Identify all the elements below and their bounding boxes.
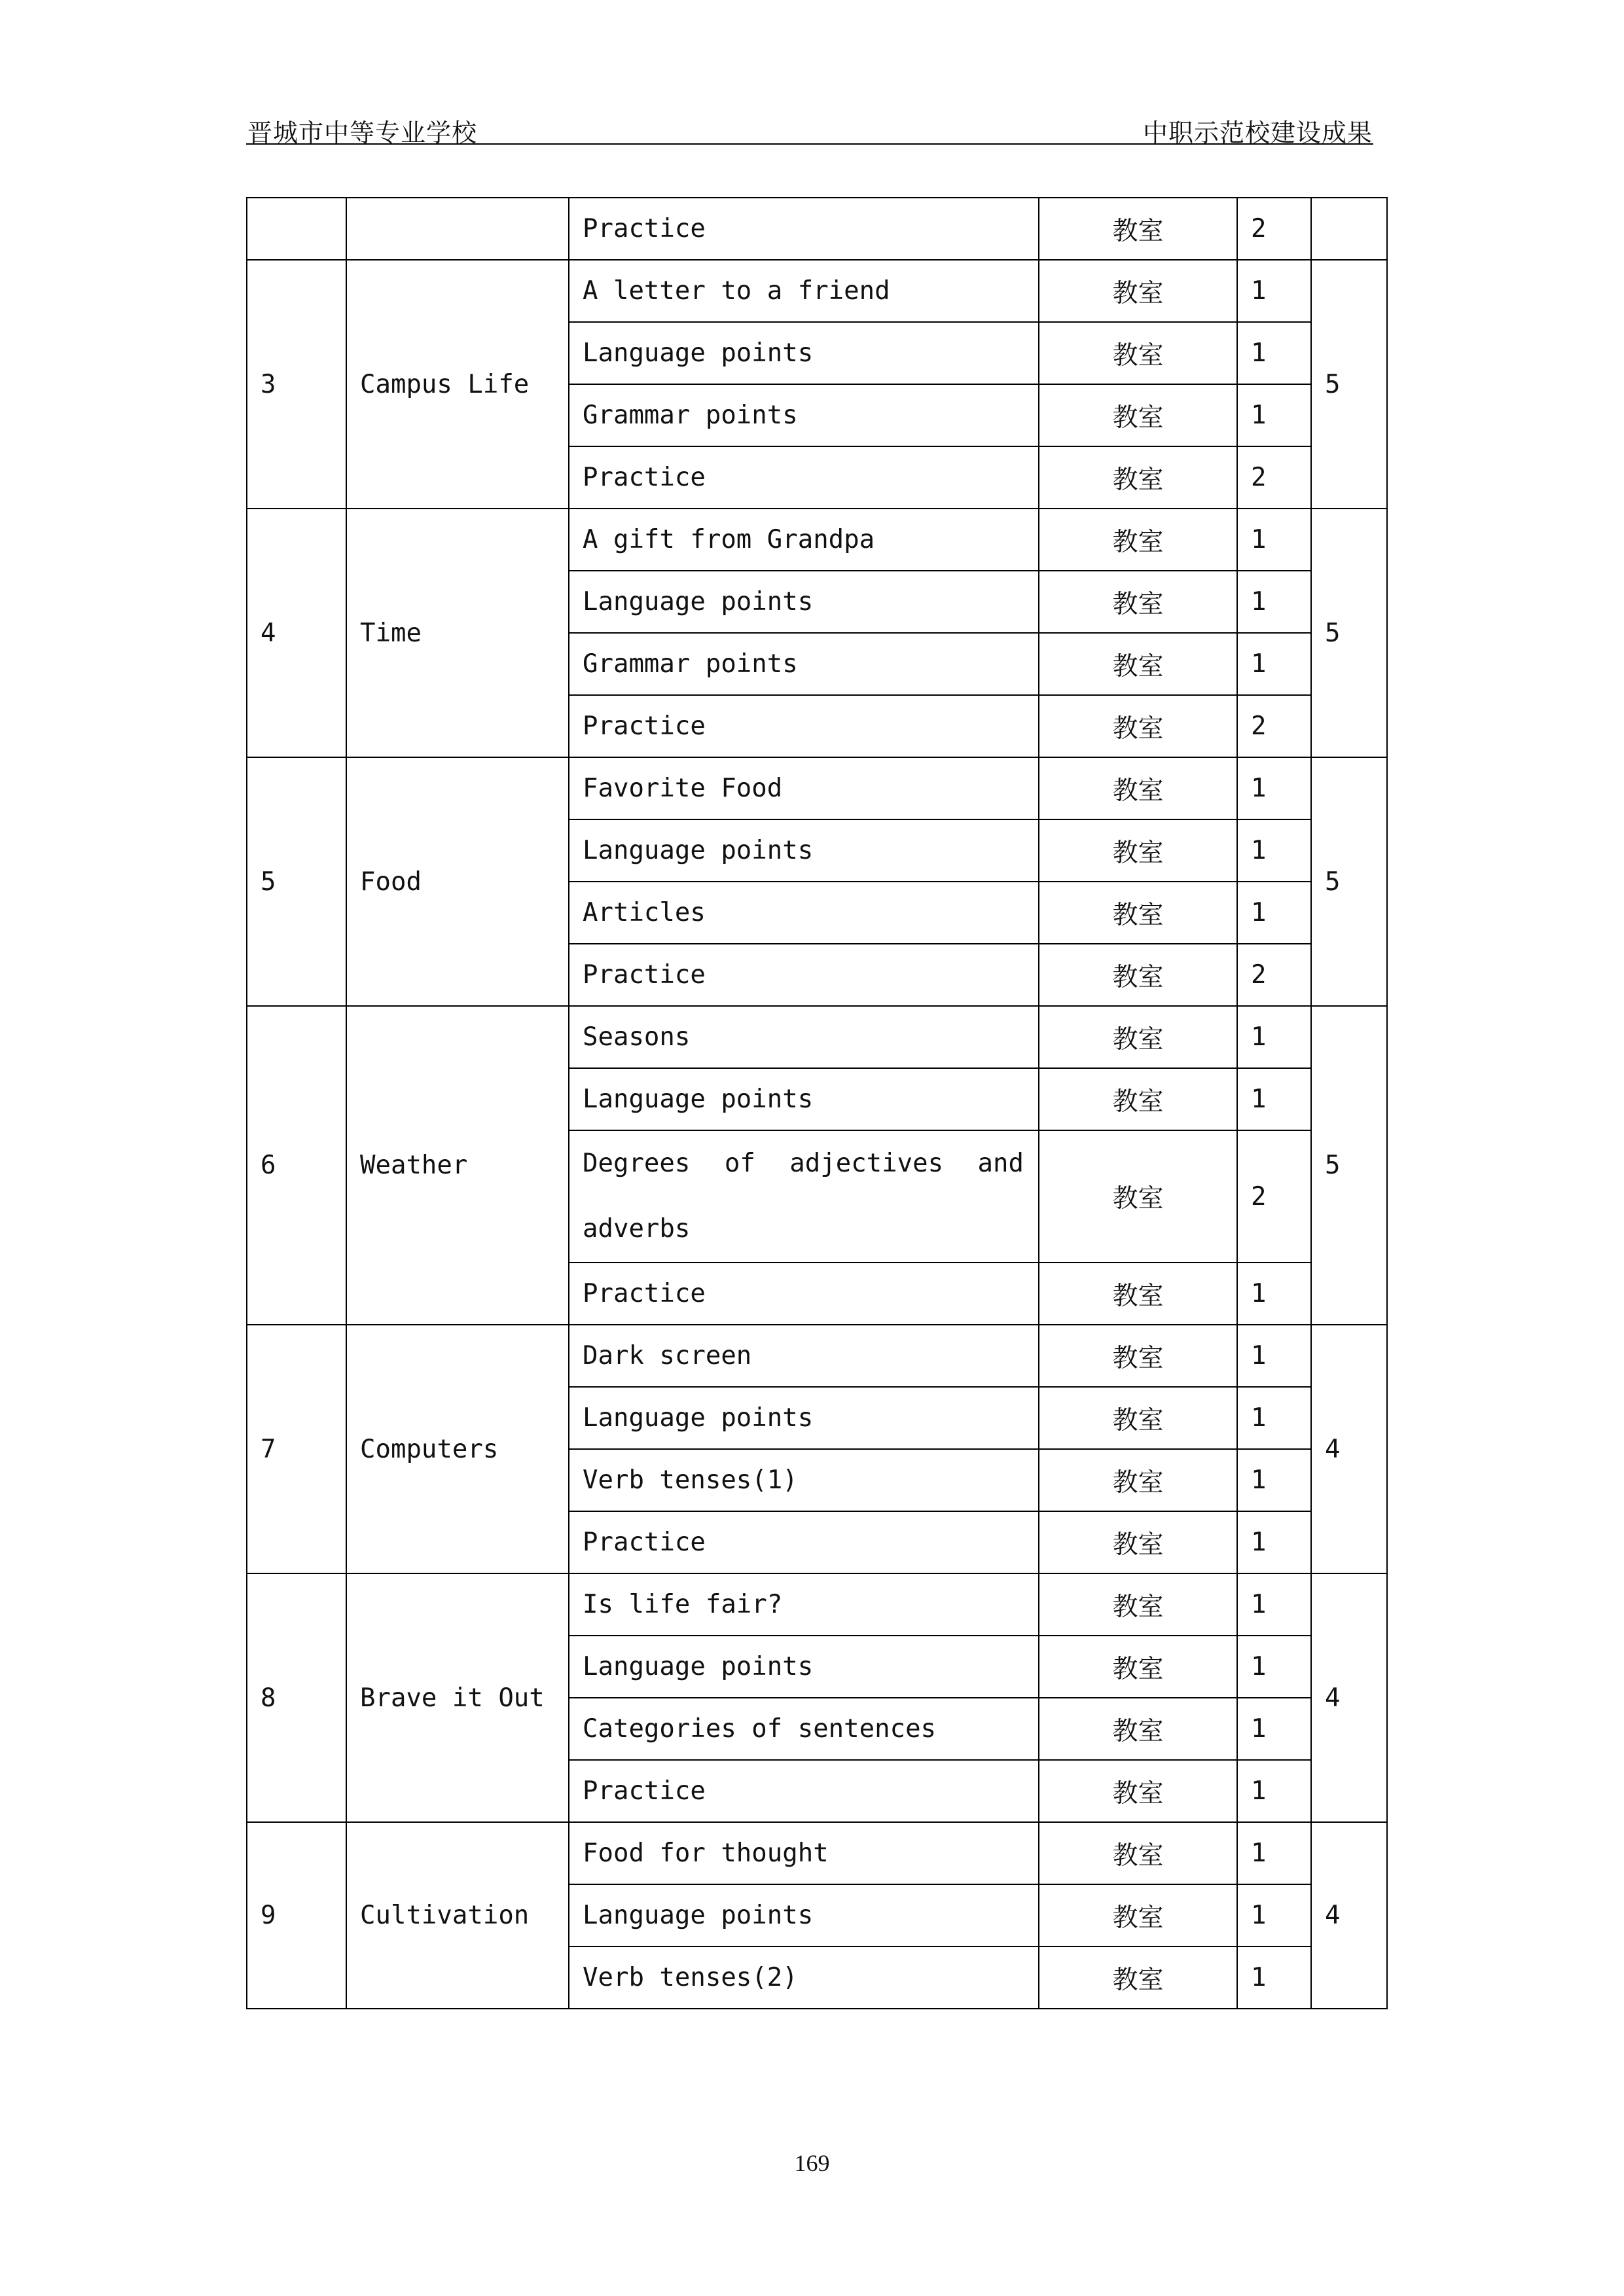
room-cell: 教室 <box>1039 633 1237 695</box>
room-cell: 教室 <box>1039 1946 1237 2009</box>
topic-cell: Language points <box>569 322 1039 384</box>
room-cell: 教室 <box>1039 695 1237 757</box>
room-cell: 教室 <box>1039 384 1237 446</box>
hours-cell: 1 <box>1237 260 1311 322</box>
unit-total-cell: 5 <box>1311 1006 1387 1325</box>
unit-total-cell: 4 <box>1311 1325 1387 1573</box>
hours-cell: 1 <box>1237 384 1311 446</box>
hours-cell: 1 <box>1237 1068 1311 1130</box>
hours-cell: 1 <box>1237 1760 1311 1822</box>
room-cell: 教室 <box>1039 1822 1237 1884</box>
topic-cell: Degrees of adjectives and adverbs <box>569 1130 1039 1263</box>
topic-cell: A letter to a friend <box>569 260 1039 322</box>
topic-cell: Categories of sentences <box>569 1698 1039 1760</box>
topic-cell: Practice <box>569 1511 1039 1573</box>
room-cell: 教室 <box>1039 1006 1237 1068</box>
header-document-title: 中职示范校建设成果 <box>1142 118 1373 147</box>
topic-cell: Practice <box>569 1760 1039 1822</box>
table-row-continued <box>247 198 1387 260</box>
room-cell: 教室 <box>1039 446 1237 509</box>
room-cell: 教室 <box>1039 1325 1237 1387</box>
unit-number-cell: 7 <box>247 1325 346 1573</box>
table-row <box>247 1325 1387 1387</box>
hours-cell: 1 <box>1237 757 1311 819</box>
room-cell: 教室 <box>1039 1263 1237 1325</box>
room-cell: 教室 <box>1039 1068 1237 1130</box>
unit-title-cell: Weather <box>346 1006 569 1325</box>
room-cell: 教室 <box>1039 1760 1237 1822</box>
hours-cell: 1 <box>1237 633 1311 695</box>
topic-cell: Language points <box>569 1387 1039 1449</box>
hours-cell: 1 <box>1237 1263 1311 1325</box>
room-cell: 教室 <box>1039 819 1237 882</box>
table-row <box>247 1573 1387 1636</box>
header-rule <box>246 143 1373 145</box>
hours-cell: 1 <box>1237 1573 1311 1636</box>
topic-cell: Favorite Food <box>569 757 1039 819</box>
hours-cell: 2 <box>1237 944 1311 1006</box>
hours-cell: 2 <box>1237 446 1311 509</box>
topic-cell: Is life fair? <box>569 1573 1039 1636</box>
topic-cell: Verb tenses(2) <box>569 1946 1039 2009</box>
topic-cell: Language points <box>569 571 1039 633</box>
room-cell: 教室 <box>1039 882 1237 944</box>
topic-cell: Practice <box>569 944 1039 1006</box>
topic-cell: A gift from Grandpa <box>569 509 1039 571</box>
unit-number-cell: 4 <box>247 509 346 757</box>
hours-cell: 1 <box>1237 1822 1311 1884</box>
room-cell: 教室 <box>1039 1636 1237 1698</box>
unit-total-cell <box>1311 198 1387 260</box>
hours-cell: 1 <box>1237 819 1311 882</box>
hours-cell: 1 <box>1237 1884 1311 1946</box>
topic-cell: Practice <box>569 198 1039 260</box>
room-cell: 教室 <box>1039 571 1237 633</box>
topic-cell: Language points <box>569 1068 1039 1130</box>
hours-cell: 1 <box>1237 322 1311 384</box>
unit-number-cell: 6 <box>247 1006 346 1325</box>
hours-cell: 1 <box>1237 1636 1311 1698</box>
topic-cell: Practice <box>569 1263 1039 1325</box>
hours-cell: 1 <box>1237 1698 1311 1760</box>
table-row <box>247 757 1387 819</box>
unit-total-cell: 5 <box>1311 509 1387 757</box>
unit-total-cell: 4 <box>1311 1573 1387 1822</box>
unit-number-cell: 3 <box>247 260 346 509</box>
hours-cell: 1 <box>1237 1006 1311 1068</box>
hours-cell: 1 <box>1237 882 1311 944</box>
room-cell: 教室 <box>1039 198 1237 260</box>
page-number: 169 <box>794 2150 830 2176</box>
table-body <box>247 198 1387 2009</box>
topic-cell: Practice <box>569 446 1039 509</box>
unit-title-cell: Computers <box>346 1325 569 1573</box>
room-cell: 教室 <box>1039 1130 1237 1263</box>
topic-cell: Language points <box>569 819 1039 882</box>
hours-cell: 1 <box>1237 509 1311 571</box>
hours-cell: 1 <box>1237 1325 1311 1387</box>
topic-cell: Verb tenses(1) <box>569 1449 1039 1511</box>
unit-title-cell <box>346 198 569 260</box>
course-schedule-table <box>246 197 1388 2009</box>
hours-cell: 1 <box>1237 1946 1311 2009</box>
topic-cell: Language points <box>569 1884 1039 1946</box>
room-cell: 教室 <box>1039 1884 1237 1946</box>
hours-cell: 2 <box>1237 695 1311 757</box>
room-cell: 教室 <box>1039 1387 1237 1449</box>
unit-title-cell: Cultivation <box>346 1822 569 2009</box>
room-cell: 教室 <box>1039 1511 1237 1573</box>
room-cell: 教室 <box>1039 757 1237 819</box>
hours-cell: 1 <box>1237 571 1311 633</box>
unit-title-cell: Time <box>346 509 569 757</box>
topic-cell: Grammar points <box>569 633 1039 695</box>
room-cell: 教室 <box>1039 1449 1237 1511</box>
room-cell: 教室 <box>1039 509 1237 571</box>
unit-title-cell: Brave it Out <box>346 1573 569 1822</box>
room-cell: 教室 <box>1039 260 1237 322</box>
unit-title-cell: Campus Life <box>346 260 569 509</box>
table-row <box>247 1006 1387 1068</box>
hours-cell: 2 <box>1237 198 1311 260</box>
topic-cell: Food for thought <box>569 1822 1039 1884</box>
room-cell: 教室 <box>1039 944 1237 1006</box>
hours-cell: 1 <box>1237 1449 1311 1511</box>
topic-cell: Language points <box>569 1636 1039 1698</box>
unit-total-cell: 5 <box>1311 260 1387 509</box>
topic-cell: Practice <box>569 695 1039 757</box>
unit-total-cell: 5 <box>1311 757 1387 1006</box>
room-cell: 教室 <box>1039 1573 1237 1636</box>
hours-cell: 1 <box>1237 1387 1311 1449</box>
table-row <box>247 260 1387 322</box>
unit-number-cell: 5 <box>247 757 346 1006</box>
topic-cell: Seasons <box>569 1006 1039 1068</box>
room-cell: 教室 <box>1039 1698 1237 1760</box>
hours-cell: 2 <box>1237 1130 1311 1263</box>
table-row <box>247 509 1387 571</box>
topic-cell: Articles <box>569 882 1039 944</box>
header-school-name: 晋城市中等专业学校 <box>247 118 478 147</box>
topic-cell: Dark screen <box>569 1325 1039 1387</box>
unit-number-cell: 8 <box>247 1573 346 1822</box>
room-cell: 教室 <box>1039 322 1237 384</box>
table-row <box>247 1822 1387 1884</box>
hours-cell: 1 <box>1237 1511 1311 1573</box>
unit-number-cell: 9 <box>247 1822 346 2009</box>
unit-total-cell: 4 <box>1311 1822 1387 2009</box>
unit-title-cell: Food <box>346 757 569 1006</box>
topic-cell: Grammar points <box>569 384 1039 446</box>
unit-number-cell <box>247 198 346 260</box>
